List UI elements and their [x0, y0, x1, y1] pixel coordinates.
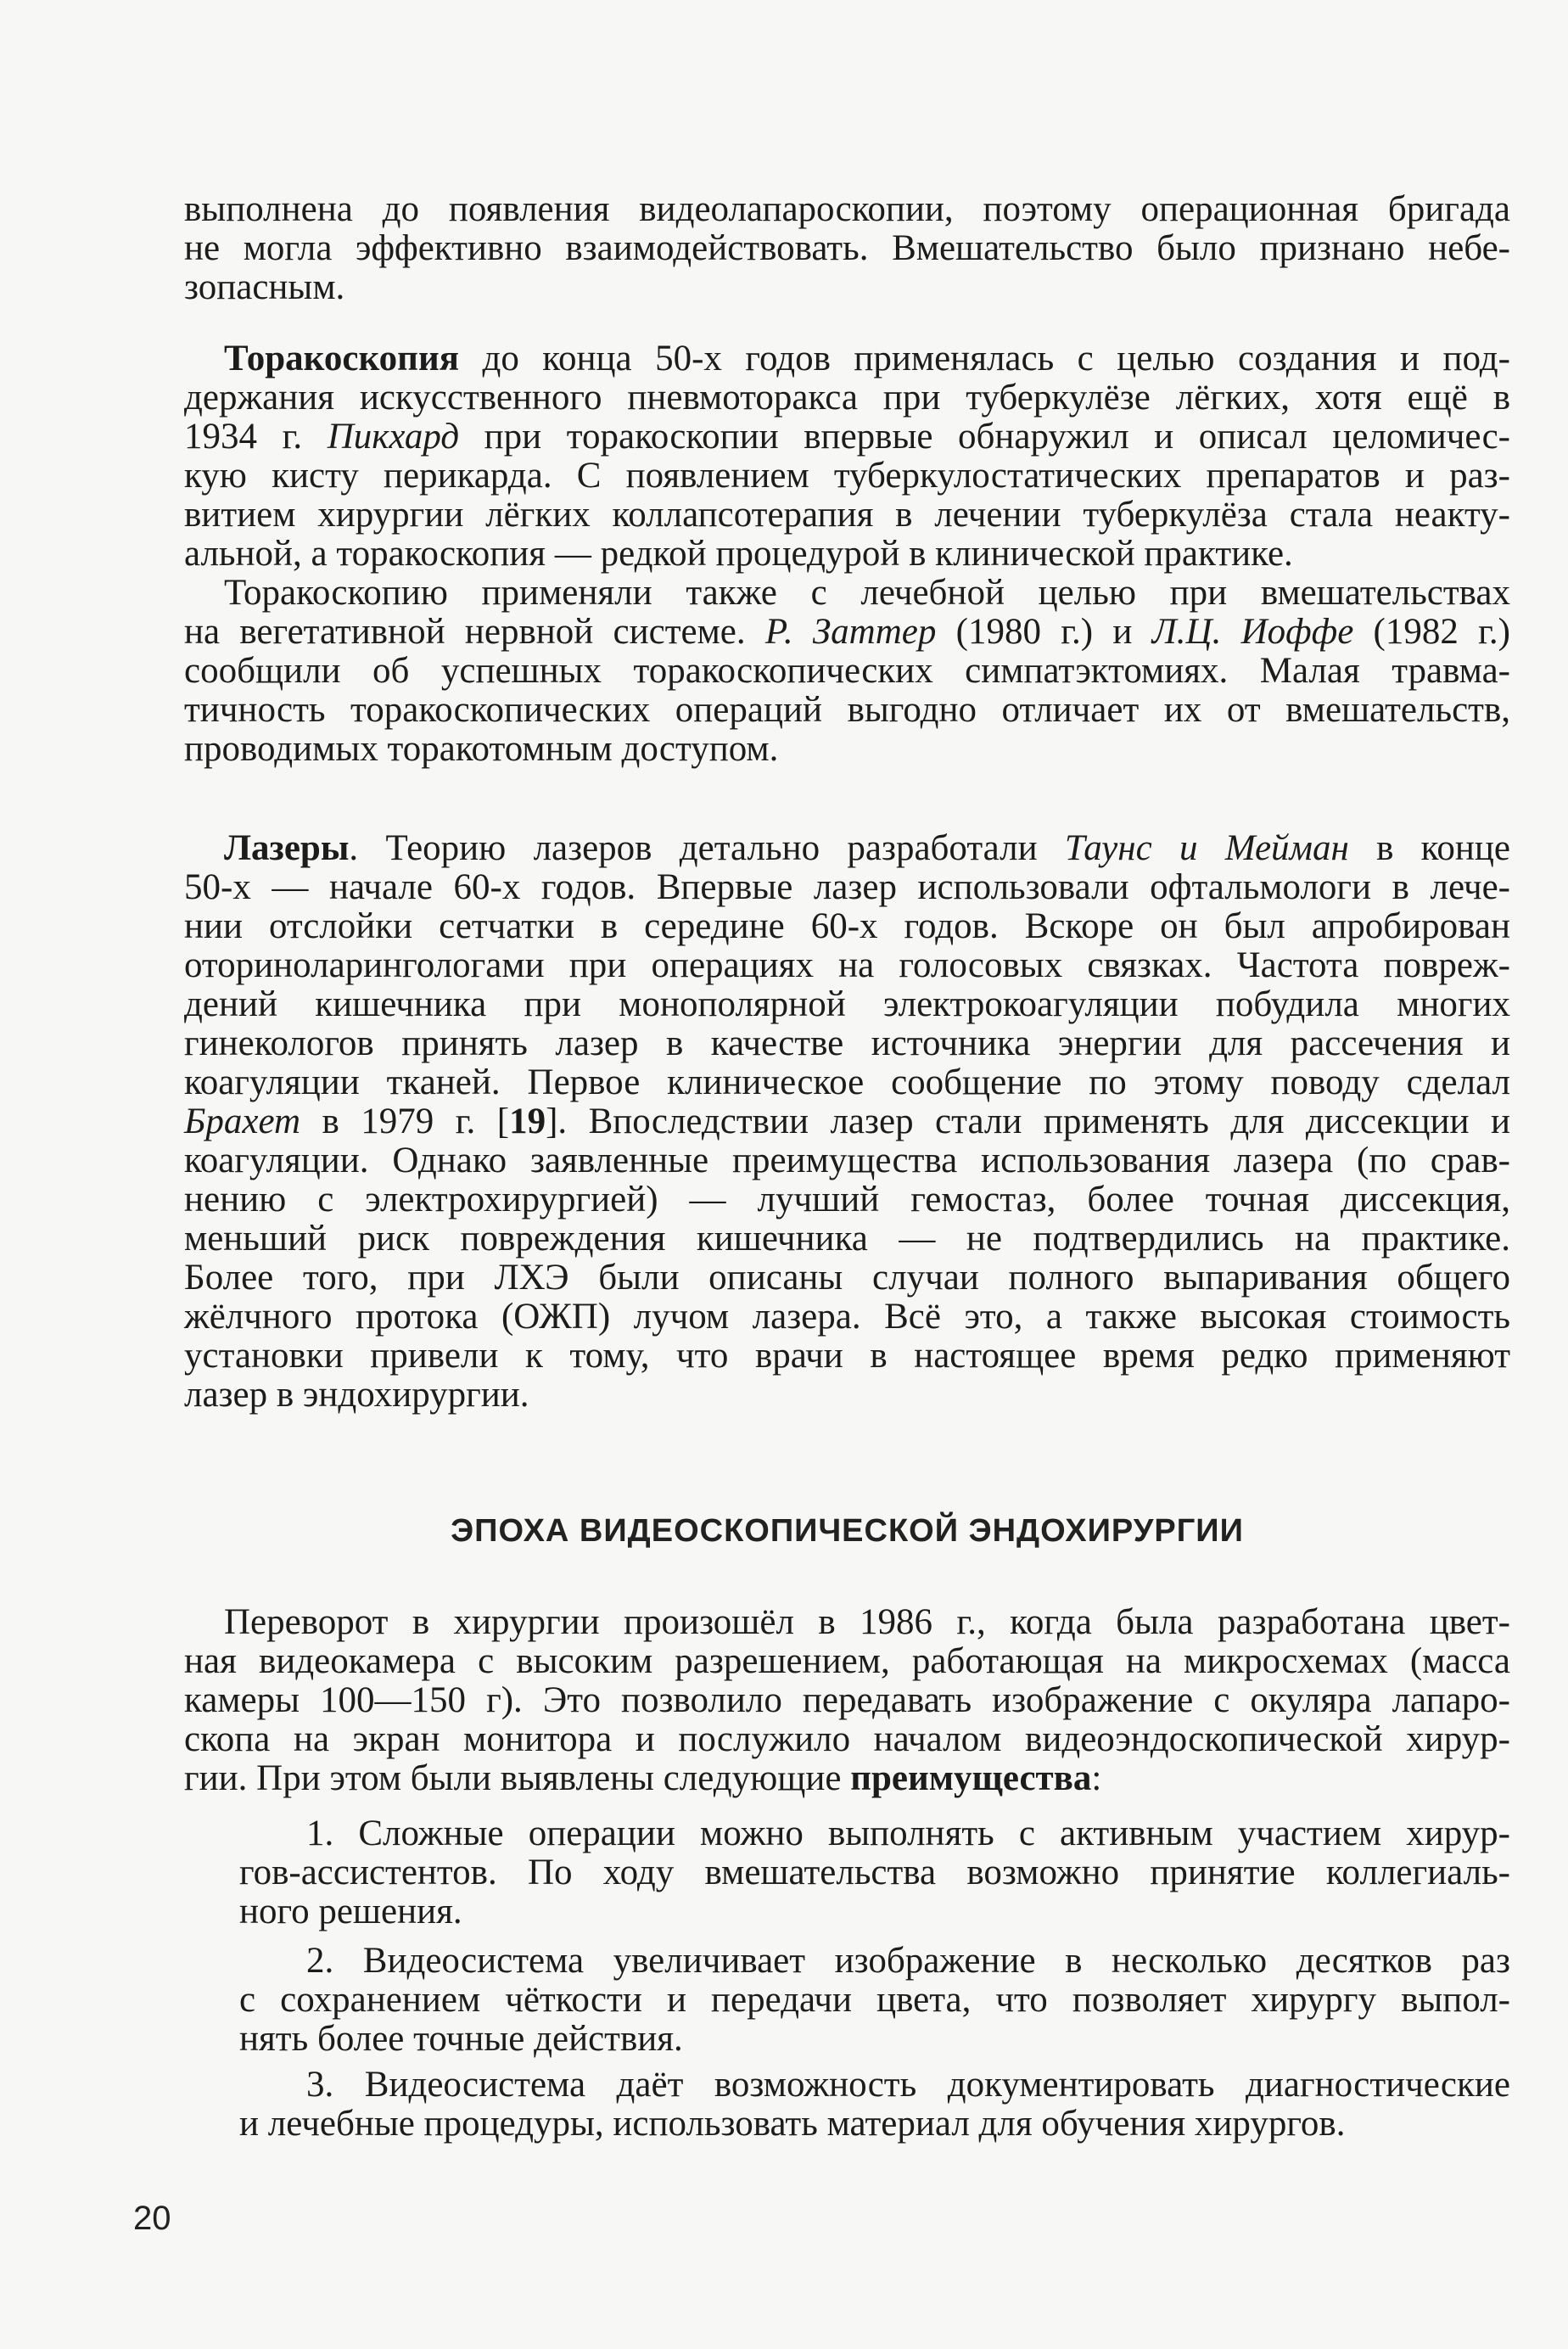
text-line	[184, 907, 1510, 946]
text-run: сообщили об успешных торакоскопических симпатэктомиях. Малая травма-	[184, 651, 1510, 691]
text-line	[184, 1024, 1510, 1063]
text-run: держания искусственного пневмоторакса при туберкулёзе лёгких, хотя ещё в	[184, 378, 1510, 418]
text-line	[184, 229, 1510, 268]
text-run: выполнена до появления видеолапароскопии, поэтому операционная бригада	[184, 189, 1510, 229]
text-run: нению с электрохирургией) — лучший гемостаз, более точная диссекция,	[184, 1180, 1510, 1219]
text-run: гии. При этом были выявлены следующие	[184, 1758, 851, 1798]
text-line	[184, 652, 1510, 691]
list-item	[184, 1942, 1510, 2059]
text-run: в конце	[1348, 828, 1510, 868]
text-line	[184, 1981, 1510, 2020]
text-line	[184, 190, 1510, 229]
bold-text: 19	[509, 1102, 546, 1141]
text-run: оториноларингологами при операциях на голосовых связках. Частота повреж-	[184, 945, 1510, 985]
text-line	[184, 339, 1510, 378]
text-line	[184, 1376, 1510, 1415]
text-line	[184, 1642, 1510, 1681]
text-run: ная видеокамера с высоким разрешением, работающая на микросхемах (масса	[184, 1641, 1510, 1681]
text-run: нии отслойки сетчатки в середине 60-х годов. Вскоре он был апробирован	[184, 906, 1510, 946]
text-line	[184, 1063, 1510, 1102]
text-run: в 1979 г. [	[300, 1102, 510, 1141]
text-line	[184, 574, 1510, 613]
text-line	[184, 1853, 1510, 1892]
text-run: (1980 г.) и	[936, 612, 1152, 652]
text-run: дений кишечника при монополярной электрокоагуляции побудила многих	[184, 984, 1510, 1024]
text-run: гинекологов принять лазер в качестве источника энергии для рассечения и	[184, 1023, 1510, 1063]
section-heading: ЭПОХА ВИДЕОСКОПИЧЕСКОЙ ЭНДОХИРУРГИИ	[451, 1513, 1244, 1549]
paragraph-revolution	[184, 1603, 1510, 1798]
text-run: до конца 50-х годов применялась с целью создания и под-	[458, 339, 1510, 378]
text-line	[184, 613, 1510, 652]
text-run: жёлчного протока (ОЖП) лучом лазера. Всё это, а также высокая стоимость	[184, 1297, 1510, 1337]
text-run: с сохранением чёткости и передачи цвета, что позволяет хирургу выпол-	[239, 1980, 1510, 2020]
text-run: лазер в эндохирургии.	[184, 1375, 529, 1415]
text-line	[184, 457, 1510, 496]
text-run: 2. Видеосистема увеличивает изображение в несколько десятков раз	[306, 1941, 1510, 1981]
text-run: 1. Сложные операции можно выполнять с активным участием хирур-	[306, 1814, 1510, 1853]
text-line	[184, 418, 1510, 457]
text-line	[184, 268, 1510, 307]
paragraph-thoracoscopy-sympathectomy	[184, 574, 1510, 769]
text-run: Более того, при ЛХЭ были описаны случаи полного выпаривания общего	[184, 1258, 1510, 1298]
text-run: установки привели к тому, что врачи в настоящее время редко применяют	[184, 1336, 1510, 1376]
italic-text: Л.Ц. Иоффе	[1151, 612, 1354, 652]
text-line	[184, 1337, 1510, 1376]
text-line	[184, 1814, 1510, 1853]
text-line	[184, 496, 1510, 535]
text-line	[184, 2066, 1510, 2105]
italic-text: Пикхард	[327, 417, 460, 457]
text-line	[184, 730, 1510, 769]
paragraph-surgery-team	[184, 190, 1510, 307]
bold-text: преимущества	[850, 1758, 1092, 1798]
text-line	[184, 2105, 1510, 2144]
text-line	[184, 1219, 1510, 1259]
text-line	[184, 378, 1510, 418]
text-run: витием хирургии лёгких коллапсотерапия в лечении туберкулёза стала неакту-	[184, 495, 1510, 535]
text-run: коагуляции тканей. Первое клиническое сообщение по этому поводу сделал	[184, 1062, 1510, 1102]
text-run: тичность торакоскопических операций выгодно отличает их от вмешательств,	[184, 690, 1510, 730]
text-line	[184, 1942, 1510, 1981]
text-line	[184, 1180, 1510, 1219]
text-line	[184, 829, 1510, 868]
text-line	[184, 1892, 1510, 1931]
text-run: коагуляции. Однако заявленные преимущества использования лазера (по срав-	[184, 1141, 1510, 1180]
text-run: :	[1091, 1758, 1102, 1798]
italic-text: Р. Заттер	[764, 612, 937, 652]
italic-text: Брахет	[184, 1102, 301, 1141]
text-line	[184, 868, 1510, 907]
text-run: кую кисту перикарда. С появлением туберкулостатических препаратов и раз-	[184, 456, 1510, 496]
text-run: при торакоскопии впервые обнаружил и описал целомичес-	[459, 417, 1510, 457]
text-line	[184, 946, 1510, 985]
bold-text: Лазеры	[224, 828, 350, 868]
text-run: нять более точные действия.	[239, 2019, 683, 2059]
text-run: ного решения.	[239, 1892, 462, 1931]
text-line	[184, 535, 1510, 574]
bold-text: Торакоскопия	[224, 339, 459, 378]
text-line	[184, 1603, 1510, 1642]
text-run: 50-х — начале 60-х годов. Впервые лазер использовали офтальмологи в лече-	[184, 867, 1510, 907]
list-item	[184, 1814, 1510, 1931]
text-run: на вегетативной нервной системе.	[184, 612, 765, 652]
text-line	[184, 1259, 1510, 1298]
text-run: 1934 г.	[184, 417, 328, 457]
text-run: (1982 г.)	[1353, 612, 1510, 652]
text-line	[184, 691, 1510, 730]
text-run: гов-ассистентов. По ходу вмешательства возможно принятие коллегиаль-	[239, 1853, 1510, 1892]
text-run: камеры 100—150 г). Это позволило передавать изображение с окуляра лапаро-	[184, 1680, 1510, 1720]
text-run: и лечебные процедуры, использовать материал для обучения хирургов.	[239, 2104, 1346, 2144]
text-line	[184, 1298, 1510, 1337]
italic-text: Таунс и Мейман	[1064, 828, 1349, 868]
text-run: 3. Видеосистема даёт возможность документировать диагностические	[306, 2065, 1510, 2105]
text-run: меньший риск повреждения кишечника — не подтвердились на практике.	[184, 1219, 1510, 1259]
text-line	[184, 1141, 1510, 1180]
page-number: 20	[133, 2200, 171, 2237]
text-run: скопа на экран монитора и послужило началом видеоэндоскопической хирур-	[184, 1719, 1510, 1759]
paragraph-thoracoscopy	[184, 339, 1510, 574]
paragraph-lasers	[184, 829, 1510, 1415]
text-run: . Теорию лазеров детально разработали	[349, 828, 1065, 868]
text-line	[184, 1102, 1510, 1141]
text-run: зопасным.	[184, 267, 345, 307]
text-line	[184, 1759, 1510, 1798]
text-line	[184, 985, 1510, 1024]
text-run: проводимых торакотомным доступом.	[184, 729, 779, 769]
text-run: не могла эффективно взаимодействовать. Вмешательство было признано небе-	[184, 228, 1510, 268]
text-line	[184, 2020, 1510, 2059]
text-line	[184, 1720, 1510, 1759]
text-run: ]. Впоследствии лазер стали применять для диссекции и	[546, 1102, 1510, 1141]
list-item	[184, 2066, 1510, 2144]
text-run: Переворот в хирургии произошёл в 1986 г., когда была разработана цвет-	[224, 1602, 1510, 1642]
text-run: альной, а торакоскопия — редкой процедурой в клинической практике.	[184, 534, 1293, 574]
text-line	[184, 1681, 1510, 1720]
text-run: Торакоскопию применяли также с лечебной целью при вмешательствах	[224, 573, 1510, 613]
